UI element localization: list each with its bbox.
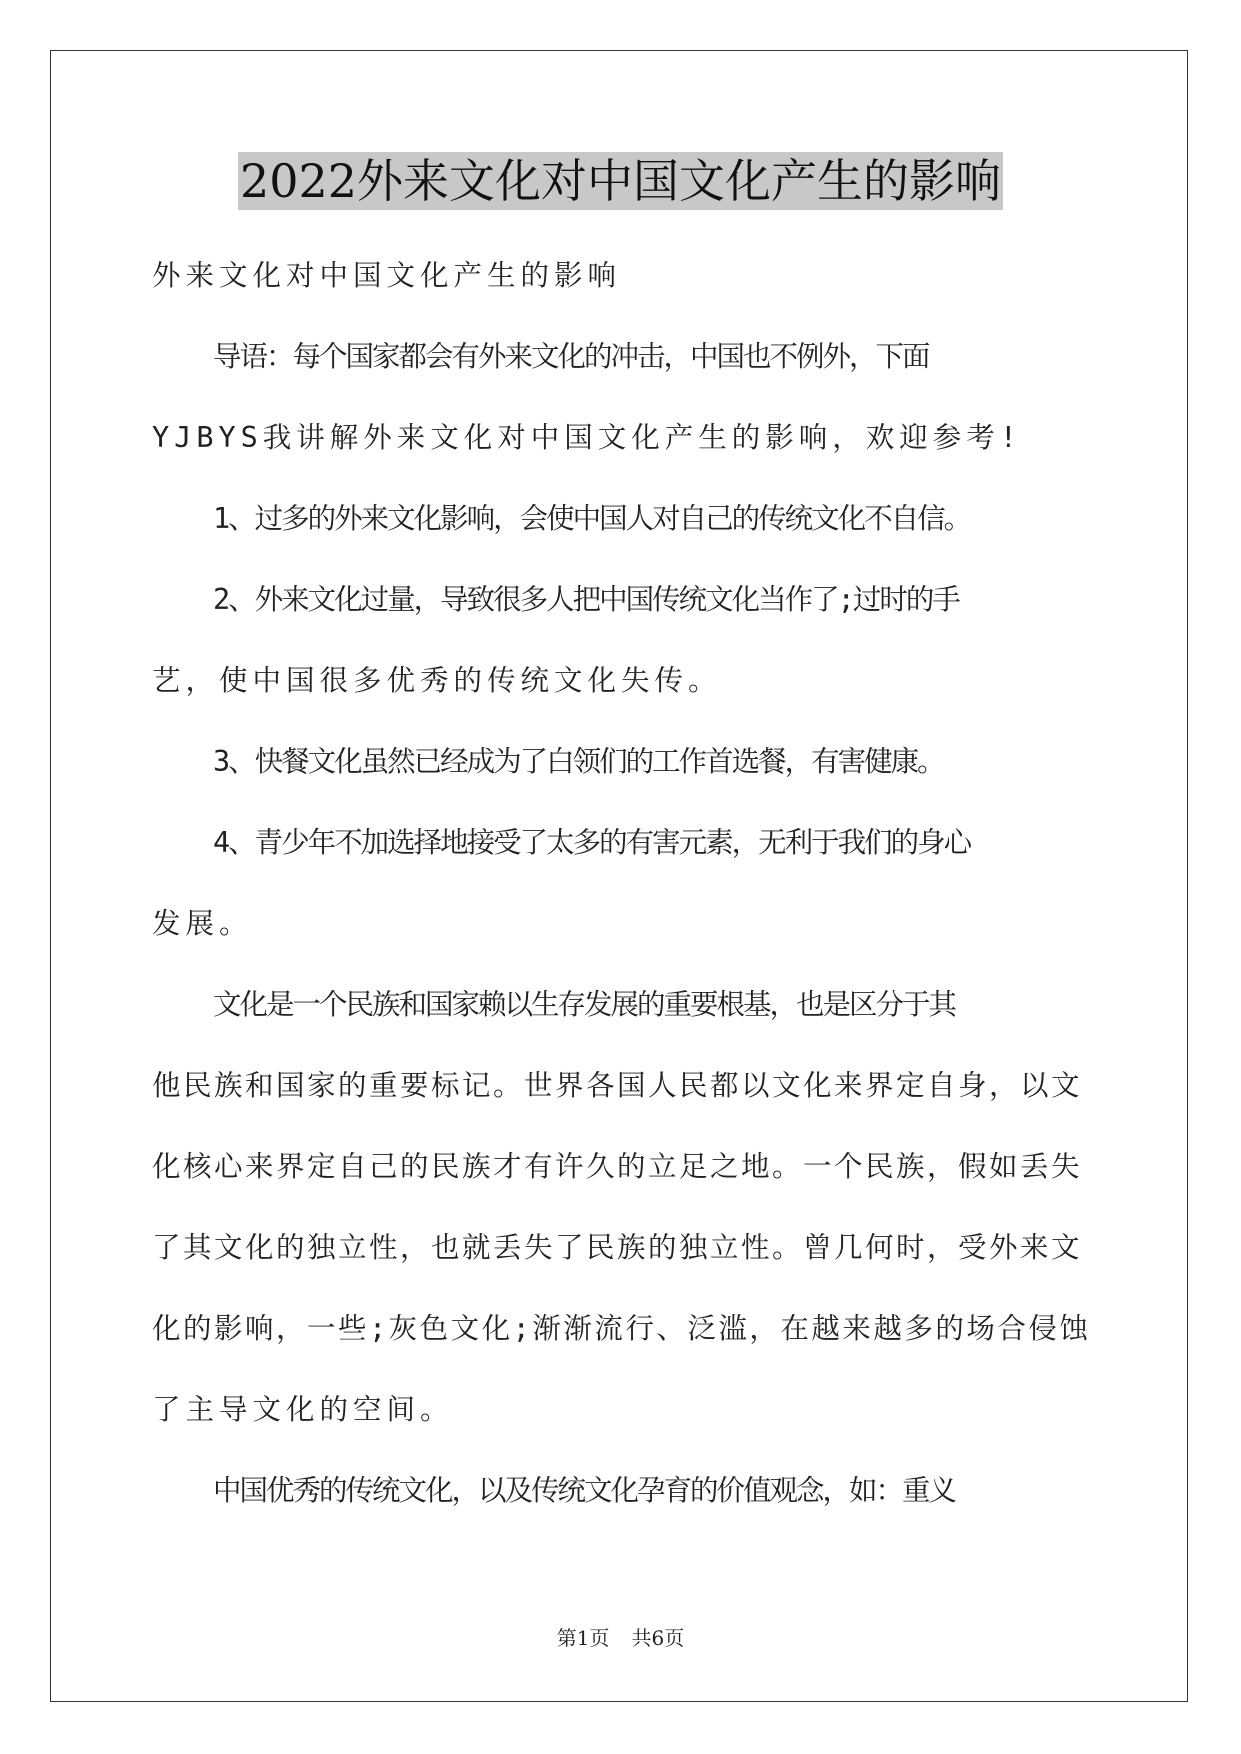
paragraph-line: 1、过多的外来文化影响，会使中国人对自己的传统文化不自信。 (213, 502, 971, 535)
document-title: 2022外来文化对中国文化产生的影响 (239, 154, 1002, 208)
paragraph-line: 2、外来文化过量，导致很多人把中国传统文化当作了;过时的手 (213, 583, 959, 616)
paragraph-line: 他民族和国家的重要标记。世界各国人民都以文化来界定自身，以文 (152, 1069, 1083, 1102)
paragraph-line: 艺，使中国很多优秀的传统文化失传。 (152, 664, 722, 697)
page-number: 第1页 (556, 1626, 610, 1650)
paragraph-line: 了其文化的独立性，也就丢失了民族的独立性。曾几何时，受外来文 (152, 1231, 1083, 1264)
page-footer (0, 1622, 1241, 1651)
title-container (0, 152, 1241, 210)
paragraph-line: 化的影响，一些;灰色文化;渐渐流行、泛滥，在越来越多的场合侵蚀 (152, 1312, 1091, 1345)
page-total: 共6页 (631, 1626, 685, 1650)
paragraph-line: YJBYS我讲解外来文化对中国文化产生的影响，欢迎参考! (152, 421, 1022, 454)
document-body (152, 235, 1092, 1531)
paragraph-line: 化核心来界定自己的民族才有许久的立足之地。一个民族，假如丢失 (152, 1150, 1083, 1183)
paragraph-line: 导语：每个国家都会有外来文化的冲击，中国也不例外，下面 (213, 340, 929, 373)
paragraph-line: 中国优秀的传统文化，以及传统文化孕育的价值观念，如：重义 (213, 1474, 956, 1507)
paragraph-line: 4、青少年不加选择地接受了太多的有害元素，无利于我们的身心 (213, 826, 971, 859)
paragraph-line: 3、快餐文化虽然已经成为了白领们的工作首选餐，有害健康。 (213, 745, 944, 778)
paragraph-line: 发展。 (152, 907, 253, 940)
paragraph-line: 文化是一个民族和国家赖以生存发展的重要根基，也是区分于其 (213, 988, 956, 1021)
paragraph-line: 了主导文化的空间。 (152, 1393, 454, 1426)
paragraph-line: 外来文化对中国文化产生的影响 (152, 259, 622, 292)
